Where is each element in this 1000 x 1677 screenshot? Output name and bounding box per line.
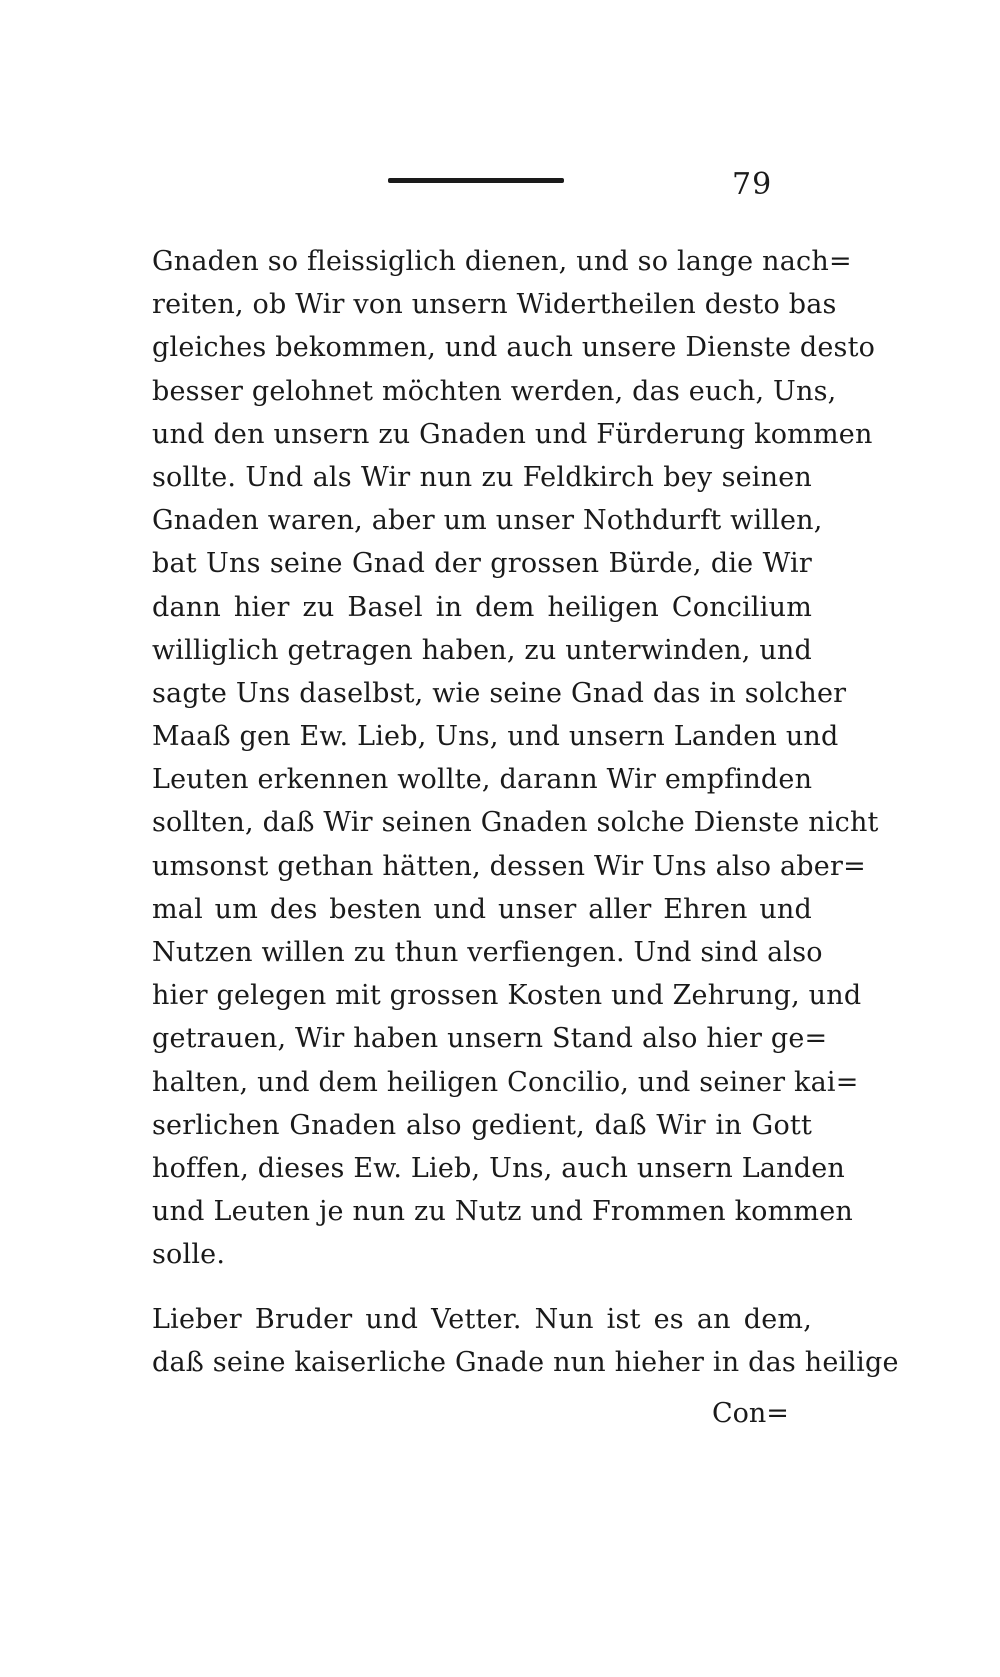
text-line: reiten, ob Wir von unsern Widertheilen desto bas	[152, 289, 837, 321]
text-line: getrauen, Wir haben unsern Stand also hier ge=	[152, 1023, 828, 1055]
text-line: besser gelohnet möchten werden, das euch, Uns,	[152, 375, 837, 407]
text-line: umsonst gethan hätten, dessen Wir Uns also aber=	[152, 850, 866, 882]
text-line: serlichen Gnaden also gedient, daß Wir in Gott	[152, 1109, 812, 1141]
paragraph-2	[152, 1298, 899, 1384]
text-line: bat Uns seine Gnad der grossen Bürde, die Wir	[152, 548, 812, 580]
page-number: 79	[732, 167, 773, 202]
text-line: mal um des besten und unser aller Ehren und	[152, 893, 812, 925]
text-line: Gnaden so fleissiglich dienen, und so lange nach=	[152, 246, 852, 277]
catchword: Con=	[712, 1398, 789, 1429]
text-line: dann hier zu Basel in dem heiligen Concilium	[152, 591, 812, 623]
text-line: hier gelegen mit grossen Kosten und Zehrung, und	[152, 980, 862, 1012]
text-line: und den unsern zu Gnaden und Fürderung kommen	[152, 418, 873, 450]
text-line: sollte. Und als Wir nun zu Feldkirch bey seinen	[152, 461, 812, 493]
text-line: sollten, daß Wir seinen Gnaden solche Dienste nicht	[152, 807, 879, 839]
text-line: Gnaden waren, aber um unser Nothdurft willen,	[152, 505, 823, 537]
text-line: hoffen, dieses Ew. Lieb, Uns, auch unsern Landen	[152, 1152, 846, 1184]
text-line: daß seine kaiserliche Gnade nun hieher in das heilige	[152, 1347, 899, 1379]
text-line: halten, und dem heiligen Concilio, und seiner kai=	[152, 1066, 859, 1098]
text-line: Nutzen willen zu thun verfiengen. Und sind also	[152, 937, 823, 968]
text-line: Maaß gen Ew. Lieb, Uns, und unsern Landen und	[152, 721, 839, 753]
text-line: solle.	[152, 1239, 226, 1271]
paragraph-1	[152, 240, 879, 1277]
text-line: und Leuten je nun zu Nutz und Frommen kommen	[152, 1196, 853, 1228]
text-line: Lieber Bruder und Vetter. Nun ist es an dem,	[152, 1304, 812, 1335]
text-line: williglich getragen haben, zu unterwinden, und	[152, 634, 812, 666]
text-line: sagte Uns daselbst, wie seine Gnad das in solcher	[152, 677, 847, 709]
header-rule	[388, 178, 564, 183]
text-line: gleiches bekommen, und auch unsere Dienste desto	[152, 332, 876, 364]
text-line: Leuten erkennen wollte, darann Wir empfinden	[152, 764, 813, 796]
